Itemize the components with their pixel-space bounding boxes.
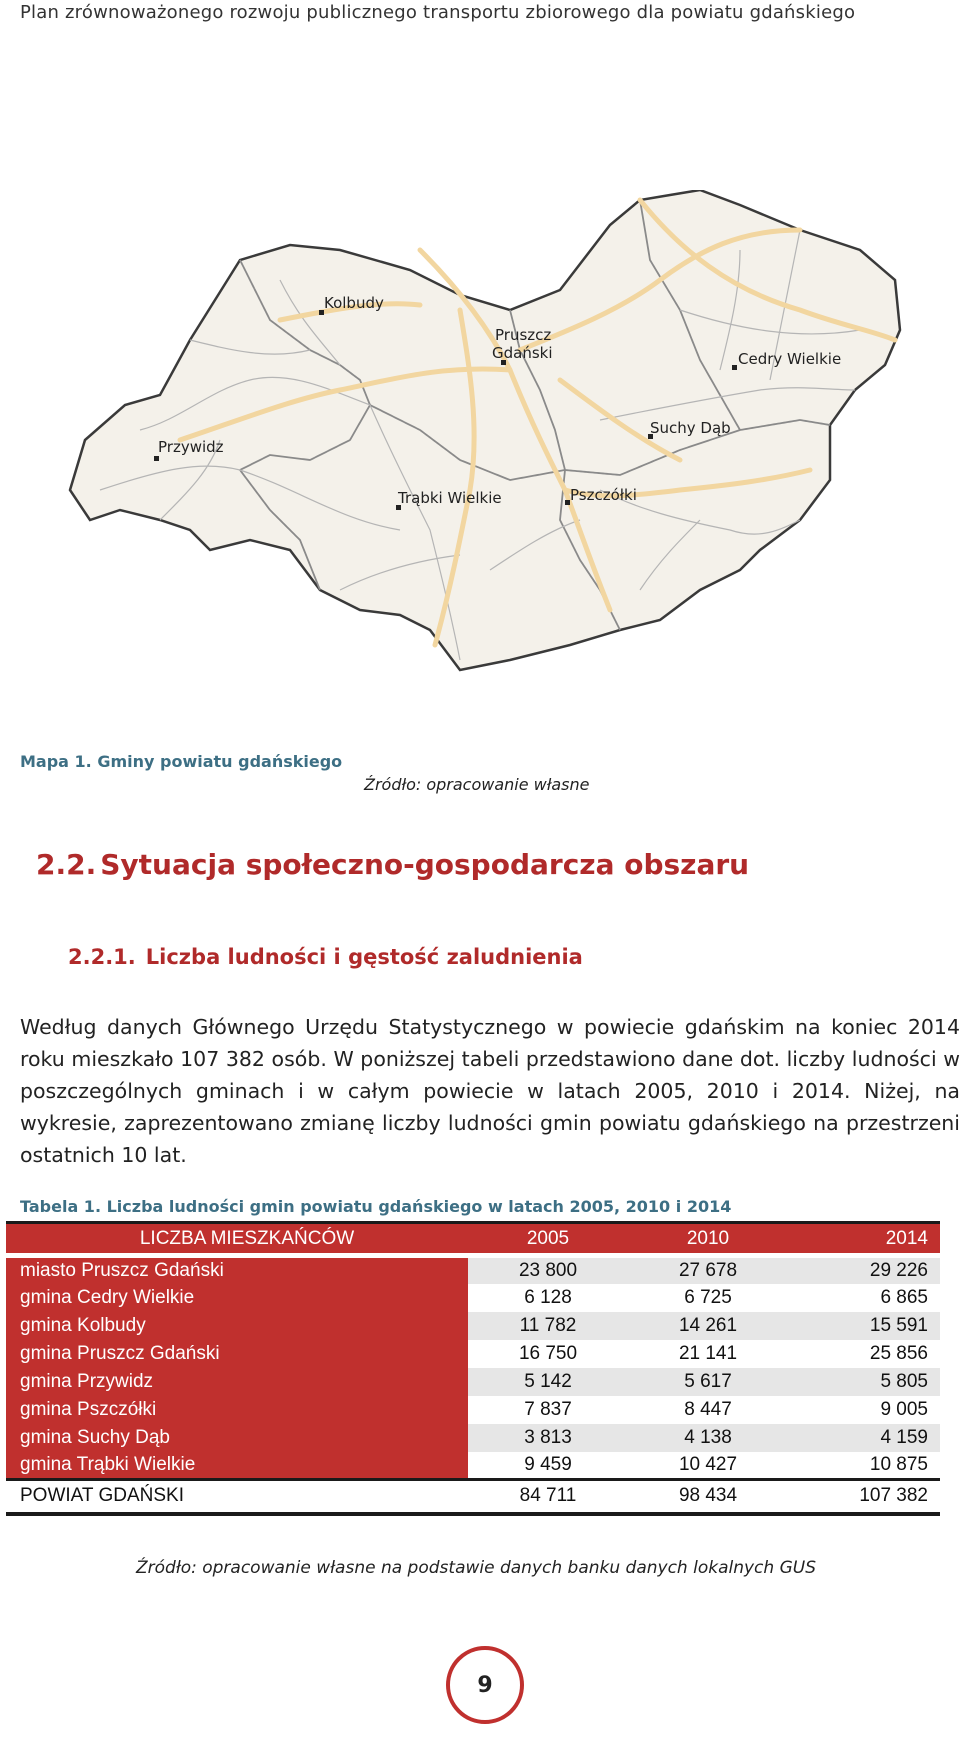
cell-2005: 5 142 xyxy=(468,1368,628,1396)
cell-2010: 27 678 xyxy=(628,1256,788,1284)
table-row xyxy=(6,1256,940,1284)
page-number: 9 xyxy=(477,1672,493,1698)
cell-2005: 9 459 xyxy=(468,1452,628,1480)
table-title: Tabela 1. Liczba ludności gmin powiatu gdańskiego w latach 2005, 2010 i 2014 xyxy=(20,1197,732,1216)
cell-2005: 11 782 xyxy=(468,1312,628,1340)
row-name: gmina Trąbki Wielkie xyxy=(6,1452,468,1480)
header-label: LICZBA MIESZKAŃCÓW xyxy=(6,1223,468,1256)
kolbudy-label: Kolbudy xyxy=(324,294,384,312)
cell-2014: 25 856 xyxy=(788,1340,940,1368)
header-2014: 2014 xyxy=(788,1223,940,1256)
county-area xyxy=(70,190,900,670)
przywidz-marker xyxy=(154,456,159,461)
cell-2010: 10 427 xyxy=(628,1452,788,1480)
cedry-label: Cedry Wielkie xyxy=(738,350,842,368)
row-name: miasto Pruszcz Gdański xyxy=(6,1256,468,1284)
header-2010: 2010 xyxy=(628,1223,788,1256)
subsection-title: Liczba ludności i gęstość zaludnienia xyxy=(145,945,583,969)
header-2005: 2005 xyxy=(468,1223,628,1256)
table-row xyxy=(6,1452,940,1480)
cedry-marker xyxy=(732,365,737,370)
cell-2014: 29 226 xyxy=(788,1256,940,1284)
subsection-heading xyxy=(68,945,583,969)
cell-2005: 3 813 xyxy=(468,1424,628,1452)
section-title: Sytuacja społeczno-gospodarcza obszaru xyxy=(100,848,750,881)
table-source: Źródło: opracowanie własne na podstawie danych banku danych lokalnych GUS xyxy=(136,1558,816,1578)
cell-2005: 7 837 xyxy=(468,1396,628,1424)
subsection-number: 2.2.1. xyxy=(68,945,136,969)
section-heading xyxy=(36,848,749,881)
row-name: gmina Cedry Wielkie xyxy=(6,1284,468,1312)
table-row xyxy=(6,1368,940,1396)
page-number-badge xyxy=(446,1646,524,1724)
cell-2010: 8 447 xyxy=(628,1396,788,1424)
population-table xyxy=(6,1221,940,1516)
map-source: Źródło: opracowanie własne xyxy=(364,775,590,794)
table-header-row xyxy=(6,1223,940,1256)
table-row xyxy=(6,1424,940,1452)
section-number: 2.2. xyxy=(36,848,97,881)
total-name: POWIAT GDAŃSKI xyxy=(6,1480,468,1514)
row-name: gmina Przywidz xyxy=(6,1368,468,1396)
total-2014: 107 382 xyxy=(788,1480,940,1514)
suchy-dab-label: Suchy Dąb xyxy=(650,419,731,437)
cell-2014: 4 159 xyxy=(788,1424,940,1452)
municipalities-map xyxy=(40,190,950,710)
table-row xyxy=(6,1340,940,1368)
table-row xyxy=(6,1312,940,1340)
row-name: gmina Kolbudy xyxy=(6,1312,468,1340)
cell-2014: 15 591 xyxy=(788,1312,940,1340)
pszczolki-label: Pszczółki xyxy=(570,486,637,504)
running-header: Plan zrównoważonego rozwoju publicznego transportu zbiorowego dla powiatu gdańskiego xyxy=(20,2,856,23)
row-name: gmina Pszczółki xyxy=(6,1396,468,1424)
cell-2005: 6 128 xyxy=(468,1284,628,1312)
cell-2010: 5 617 xyxy=(628,1368,788,1396)
body-paragraph: Według danych Głównego Urzędu Statystycznego w powiecie gdańskim na koniec 2014 roku mieszkało 107 382 osób. W poniższej tabeli przedstawiono dane dot. liczby ludności w poszczególnych gminach i w całym powiecie w latach 2005, 2010 i 2014. Niżej, na wykresie, zaprezentowano zmianę liczby ludności gmin powiatu gdańskiego na przestrzeni ostatnich 10 lat. xyxy=(20,1015,960,1167)
cell-2010: 14 261 xyxy=(628,1312,788,1340)
map-caption: Mapa 1. Gminy powiatu gdańskiego xyxy=(20,752,343,771)
total-2005: 84 711 xyxy=(468,1480,628,1514)
cell-2014: 9 005 xyxy=(788,1396,940,1424)
pruszcz-label-line2: Gdański xyxy=(492,344,553,362)
total-2010: 98 434 xyxy=(628,1480,788,1514)
cell-2010: 21 141 xyxy=(628,1340,788,1368)
table-row xyxy=(6,1284,940,1312)
cell-2010: 4 138 xyxy=(628,1424,788,1452)
cell-2014: 5 805 xyxy=(788,1368,940,1396)
przywidz-label: Przywidz xyxy=(158,438,224,456)
cell-2005: 23 800 xyxy=(468,1256,628,1284)
table-total-row xyxy=(6,1480,940,1514)
row-name: gmina Suchy Dąb xyxy=(6,1424,468,1452)
cell-2014: 6 865 xyxy=(788,1284,940,1312)
trabki-label: Trąbki Wielkie xyxy=(398,489,502,507)
pruszcz-label: Pruszcz xyxy=(495,326,552,344)
cell-2005: 16 750 xyxy=(468,1340,628,1368)
cell-2010: 6 725 xyxy=(628,1284,788,1312)
table-row xyxy=(6,1396,940,1424)
row-name: gmina Pruszcz Gdański xyxy=(6,1340,468,1368)
cell-2014: 10 875 xyxy=(788,1452,940,1480)
